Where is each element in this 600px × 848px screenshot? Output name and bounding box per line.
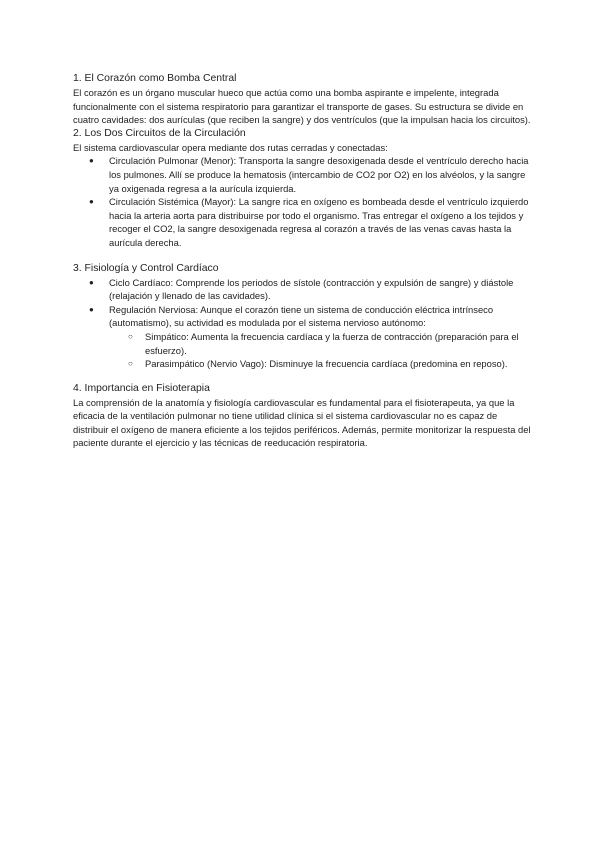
bullet-icon: ● [89,156,94,166]
section-4-heading: 4. Importancia en Fisioterapia [73,382,210,394]
sub-list-item-text: Simpático: Aumenta la frecuencia cardíaca y la fuerza de contracción (preparación para el esfuerzo). [145,330,519,356]
spacer [73,371,533,382]
section-3-heading: 3. Fisiología y Control Cardíaco [73,262,219,274]
bullet-icon: ● [89,197,94,207]
list-item-text: Circulación Sistémica (Mayor): La sangre rica en oxígeno es bombeada desde el ventrículo izquierdo hacia la arteria aorta para distribuirse por todo el organismo. Tras entregar el oxígeno a los tejidos y recoger el CO2, la sangre desoxigenada regresa al corazón a través de las venas cavas hasta la aurícula derecha. [109,196,529,248]
sub-list-item [73,330,533,357]
list-item-text: Ciclo Cardíaco: Comprende los periodos de sístole (contracción y expulsión de sangre) y diástole (relajación y llenado de las cavidades). [109,276,514,302]
section-2-intro: El sistema cardiovascular opera mediante dos rutas cerradas y conectadas: [73,141,388,153]
list-item-text: Regulación Nerviosa: Aunque el corazón tiene un sistema de conducción eléctrica intrínseco (automatismo), su actividad es modulada por el sistema nervioso autónomo: [109,303,494,329]
document-content [73,72,533,450]
section-1-heading: 1. El Corazón como Bomba Central [73,73,237,84]
section-2-list [73,154,533,249]
spacer [73,250,533,262]
list-item [73,154,533,195]
list-item [73,276,533,303]
sub-list-item-text: Parasimpático (Nervio Vago): Disminuye la frecuencia cardíaca (predomina en reposo). [145,358,508,370]
section-1-paragraph: El corazón es un órgano muscular hueco que actúa como una bomba aspirante e impelente, integrada funcionalmente con el sistema respiratorio para garantizar el transporte de gases. Su estructura se divide en cuatro cavidades: dos aurículas (que reciben la sangre) y dos ventrículos (que la impulsan hacia los circuitos). [73,87,531,126]
list-item [73,303,533,330]
list-item-text: Circulación Pulmonar (Menor): Transporta la sangre desoxigenada desde el ventrículo derecho hacia los pulmones. Allí se produce la hematosis (intercambio de CO2 por O2) en los alvéolos, y la sangre ya oxigenada regresa a la aurícula izquierda. [109,155,529,194]
section-3-list [73,276,533,371]
bullet-icon: ● [89,277,94,287]
section-2-heading: 2. Los Dos Circuitos de la Circulación [73,127,246,139]
section-4-paragraph: La comprensión de la anatomía y fisiología cardiovascular es fundamental para el fisioterapeuta, ya que la eficacia de la ventilación pulmonar no tiene utilidad clínica si el sistema cardiovascular no es capaz de distribuir el oxígeno de manera eficiente a los tejidos periféricos. Además, permite monitorizar la respuesta del paciente durante el ejercicio y las técnicas de reeducación respiratoria. [73,396,531,449]
hollow-bullet-icon: ○ [128,359,133,369]
hollow-bullet-icon: ○ [128,331,133,341]
bullet-icon: ● [89,304,94,314]
sub-list-item [73,357,533,371]
list-item [73,195,533,249]
